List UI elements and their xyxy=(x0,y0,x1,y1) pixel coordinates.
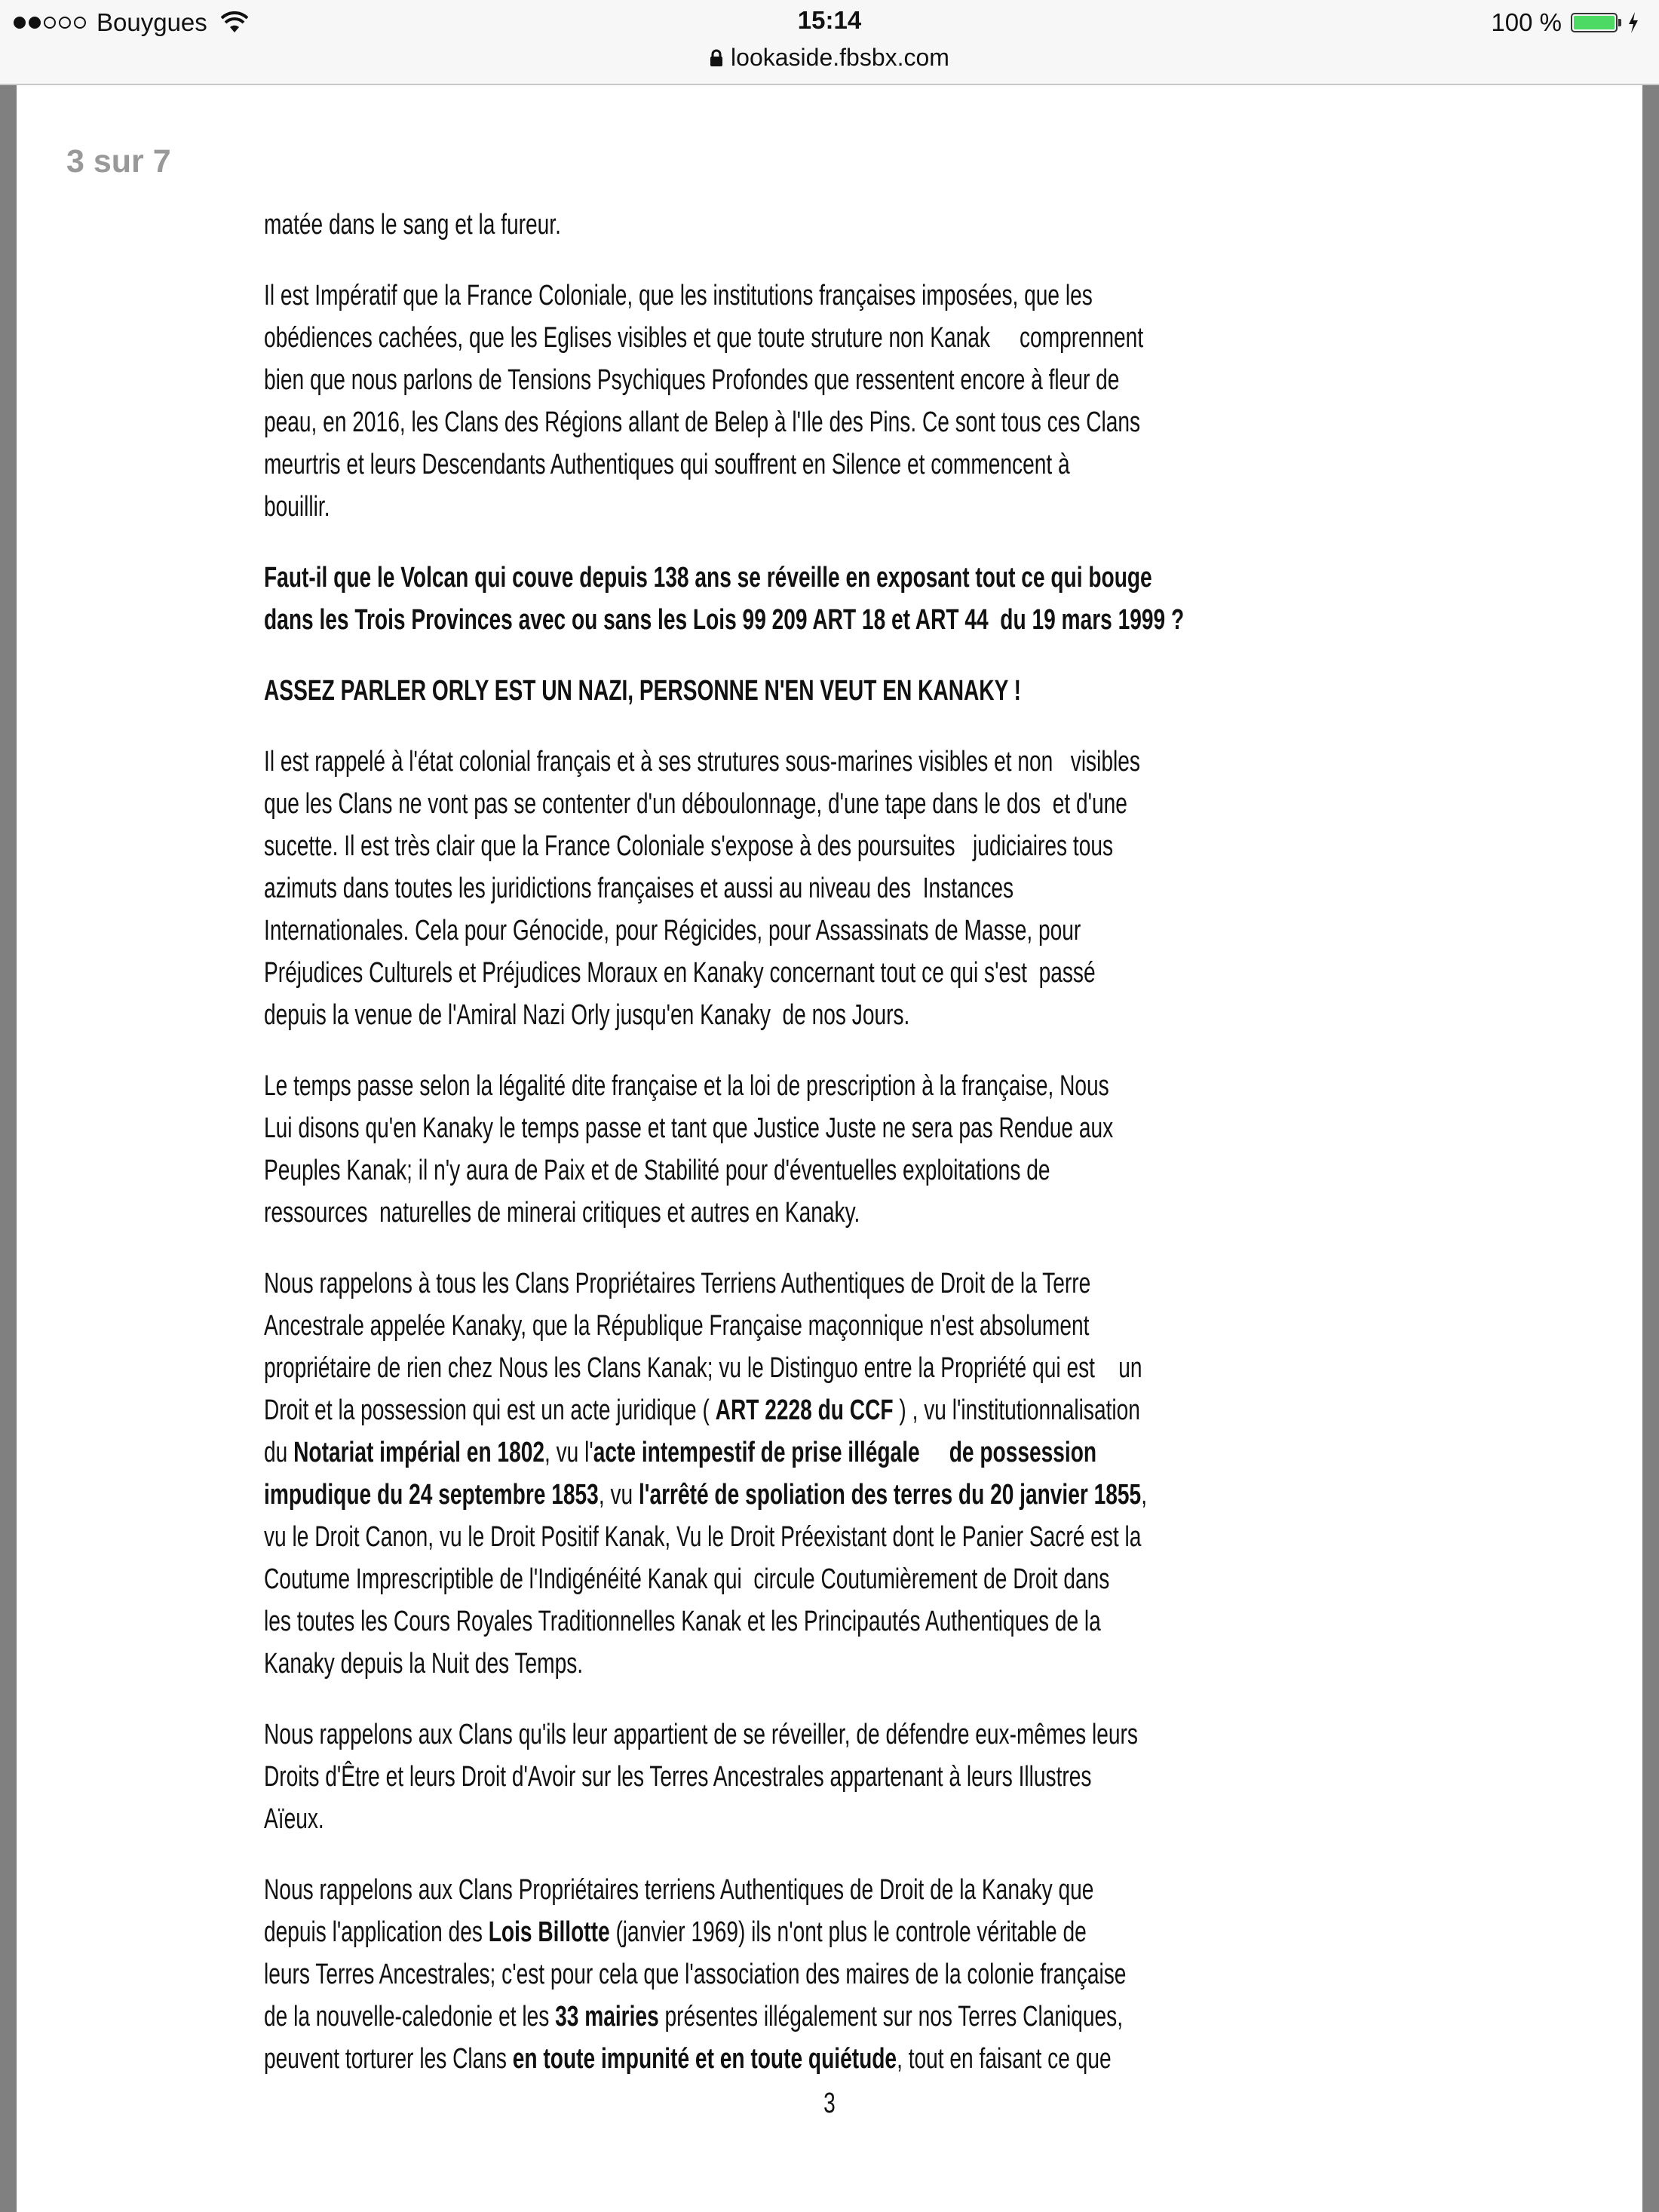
page-number: 3 xyxy=(823,2088,836,2119)
charging-bolt-icon xyxy=(1627,12,1639,33)
bold-text-segment: Faut-il que le Volcan qui couve depuis 138 ans se réveille en exposant tout ce qui bouge xyxy=(264,562,1152,594)
text-segment: , vu l' xyxy=(544,1437,593,1468)
text-segment: Nous rappelons aux Clans qu'ils leur appartient de se réveiller, de défendre eux-mêmes leurs xyxy=(264,1719,1138,1750)
status-right xyxy=(1491,8,1639,38)
text-segment: bouillir. xyxy=(264,491,330,523)
text-line xyxy=(264,952,1096,994)
text-segment: propriétaire de rien chez Nous les Clans Kanak; vu le Distinguo entre la Propriété qui est un xyxy=(264,1352,1142,1384)
bold-text-segment: Notariat impérial en 1802 xyxy=(293,1437,544,1468)
text-line xyxy=(264,557,1152,599)
battery-tip xyxy=(1618,19,1621,26)
text-segment: Droits d'Être et leurs Droit d'Avoir sur les Terres Ancestrales appartenant à leurs Illustres xyxy=(264,1761,1092,1793)
text-segment: peuvent torturer les Clans xyxy=(264,2043,513,2075)
text-line xyxy=(264,2038,1112,2080)
text-line xyxy=(264,1756,1091,1798)
bold-text-segment: dans les Trois Provinces avec ou sans les Lois 99 209 ART 18 et ART 44 du 19 mars 1999 ? xyxy=(264,604,1185,636)
text-segment: (janvier 1969) ils n'ont plus le controle véritable de xyxy=(609,1916,1087,1948)
text-segment: Aïeux. xyxy=(264,1803,324,1835)
text-segment: , tout en faisant ce que xyxy=(897,2043,1112,2075)
text-segment: Internationales. Cela pour Génocide, pour Régicides, pour Assassinats de Masse, pour xyxy=(264,915,1081,946)
text-line xyxy=(264,741,1140,783)
text-line xyxy=(264,1065,1109,1107)
text-segment: Kanaky depuis la Nuit des Temps. xyxy=(264,1648,584,1680)
text-segment: vu le Droit Canon, vu le Droit Positif Kanak, Vu le Droit Préexistant dont le Panier Sacré est la xyxy=(264,1521,1142,1553)
text-segment: présentes illégalement sur nos Terres Claniques, xyxy=(658,2001,1124,2033)
text-line xyxy=(264,1600,1101,1643)
text-line xyxy=(264,1798,324,1840)
text-line xyxy=(264,1558,1109,1600)
text-segment: leurs Terres Ancestrales; c'est pour cela que l'association des maires de la colonie française xyxy=(264,1959,1127,1990)
carrier-name: Bouygues xyxy=(97,8,207,36)
lock-icon xyxy=(710,49,723,67)
text-segment: obédiences cachées, que les Eglises visibles et que toute struture non Kanak comprennent xyxy=(264,322,1144,354)
text-line xyxy=(264,783,1127,825)
text-line xyxy=(264,1262,1090,1305)
text-line xyxy=(264,1149,1050,1192)
battery-icon xyxy=(1571,13,1618,32)
text-line xyxy=(264,994,909,1036)
text-segment: depuis l'application des xyxy=(264,1916,489,1948)
text-segment: bien que nous parlons de Tensions Psychiques Profondes que ressentent encore à fleur de xyxy=(264,364,1120,396)
text-segment: Nous rappelons à tous les Clans Propriétaires Terriens Authentiques de Droit de la Terre xyxy=(264,1268,1091,1299)
bold-text-segment: 33 mairies xyxy=(555,2001,659,2033)
ios-status-bar xyxy=(0,0,1659,85)
text-segment: matée dans le sang et la fureur. xyxy=(264,209,561,241)
bold-text-segment: acte intempestif de prise illégale de possession xyxy=(593,1437,1097,1468)
text-line xyxy=(264,275,1093,317)
text-line xyxy=(264,317,1143,359)
text-line xyxy=(264,1713,1138,1756)
text-line xyxy=(264,1869,1093,1911)
bold-text-segment: en toute impunité et en toute quiétude xyxy=(512,2043,897,2075)
text-line xyxy=(264,1192,860,1234)
text-line xyxy=(264,401,1140,443)
text-segment: Nous rappelons aux Clans Propriétaires terriens Authentiques de Droit de la Kanaky que xyxy=(264,1874,1094,1906)
text-segment: Peuples Kanak; il n'y aura de Paix et de Stabilité pour d'éventuelles exploitations de xyxy=(264,1155,1050,1186)
text-line xyxy=(264,1107,1113,1149)
text-line xyxy=(264,1389,1140,1431)
text-segment: Il est Impératif que la France Coloniale, que les institutions françaises imposées, que les xyxy=(264,280,1093,311)
battery-level xyxy=(1574,16,1615,29)
bold-text-segment: ASSEZ PARLER ORLY EST UN NAZI, PERSONNE N'EN VEUT EN KANAKY ! xyxy=(264,675,1022,707)
text-line xyxy=(264,867,1013,910)
url-text[interactable]: lookaside.fbsbx.com xyxy=(731,44,949,71)
text-segment: , xyxy=(1141,1479,1148,1511)
text-segment: Il est rappelé à l'état colonial français et à ses strutures sous-marines visibles et non visibles xyxy=(264,746,1140,778)
battery-percentage: 100 % xyxy=(1491,8,1562,36)
viewer-left-border xyxy=(0,85,17,2212)
text-line xyxy=(264,204,561,246)
text-segment: de la nouvelle-caledonie et les xyxy=(264,2001,556,2033)
text-segment: Coutume Imprescriptible de l'Indigénéité Kanak qui circule Coutumièrement de Droit dans xyxy=(264,1563,1110,1595)
text-line xyxy=(264,486,330,528)
text-segment: sucette. Il est très clair que la France Coloniale s'expose à des poursuites judiciaires tous xyxy=(264,830,1114,862)
text-line xyxy=(264,1643,583,1685)
viewer-right-border xyxy=(1642,85,1659,2212)
text-segment: meurtris et leurs Descendants Authentiques qui souffrent en Silence et commencent à xyxy=(264,449,1070,480)
text-line xyxy=(264,1953,1126,1996)
page-indicator: 3 sur 7 xyxy=(66,143,171,179)
text-line xyxy=(264,443,1070,486)
bold-text-segment: ART 2228 du CCF xyxy=(715,1394,894,1426)
text-segment: du xyxy=(264,1437,294,1468)
text-segment: , vu xyxy=(598,1479,639,1511)
text-line xyxy=(264,1996,1123,2038)
text-line xyxy=(264,1347,1142,1389)
text-segment: Le temps passe selon la légalité dite française et la loi de prescription à la française, Nous xyxy=(264,1070,1109,1102)
text-line xyxy=(264,910,1081,952)
text-segment: Lui disons qu'en Kanaky le temps passe et tant que Justice Juste ne sera pas Rendue aux xyxy=(264,1112,1114,1144)
text-line xyxy=(264,1911,1087,1953)
text-segment: ressources naturelles de minerai critiques et autres en Kanaky. xyxy=(264,1197,860,1229)
text-line xyxy=(264,1474,1147,1516)
bold-text-segment: Lois Billotte xyxy=(488,1916,610,1948)
text-line xyxy=(264,599,1184,641)
text-line xyxy=(264,1305,1089,1347)
text-line xyxy=(264,670,1021,712)
text-line xyxy=(264,359,1119,401)
bold-text-segment: l'arrêté de spoliation des terres du 20 janvier 1855 xyxy=(638,1479,1142,1511)
bold-text-segment: impudique du 24 septembre 1853 xyxy=(264,1479,599,1511)
address-bar[interactable] xyxy=(0,44,1659,72)
text-line xyxy=(264,825,1113,867)
text-segment: Droit et la possession qui est un acte juridique ( xyxy=(264,1394,716,1426)
text-segment: Ancestrale appelée Kanaky, que la République Française maçonnique n'est absolument xyxy=(264,1310,1090,1342)
text-segment: peau, en 2016, les Clans des Régions allant de Belep à l'Ile des Pins. Ce sont tous ces Clans xyxy=(264,407,1141,438)
text-line xyxy=(264,1516,1141,1558)
text-segment: les toutes les Cours Royales Traditionnelles Kanak et les Principautés Authentiques de la xyxy=(264,1606,1101,1637)
clock: 15:14 xyxy=(797,6,862,34)
text-segment: ) , vu l'institutionnalisation xyxy=(893,1394,1140,1426)
text-segment: Préjudices Culturels et Préjudices Moraux en Kanaky concernant tout ce qui s'est passé xyxy=(264,957,1096,989)
text-segment: depuis la venue de l'Amiral Nazi Orly jusqu'en Kanaky de nos Jours. xyxy=(264,999,910,1031)
text-segment: que les Clans ne vont pas se contenter d'un déboulonnage, d'une tape dans le dos et d'une xyxy=(264,788,1127,820)
text-line xyxy=(264,1431,1096,1474)
text-segment: azimuts dans toutes les juridictions françaises et aussi au niveau des Instances xyxy=(264,873,1014,904)
